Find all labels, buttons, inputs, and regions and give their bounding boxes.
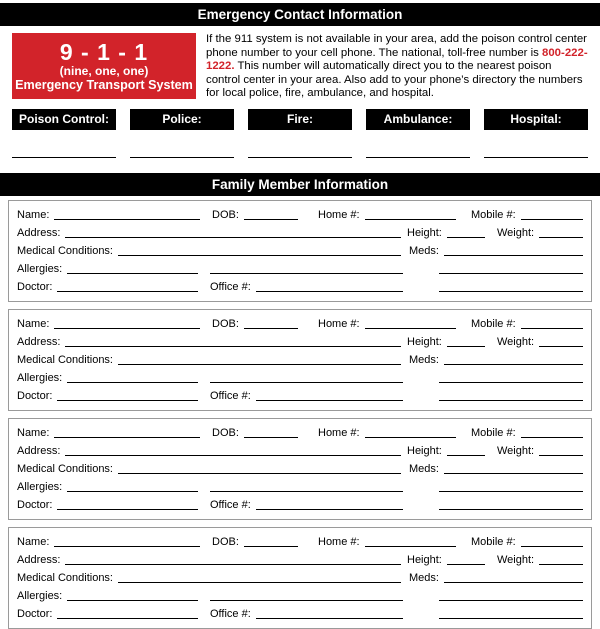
medical-conditions-meds-row [17,349,583,367]
meds-write-line[interactable] [444,364,583,365]
fire-write-line[interactable] [248,157,352,158]
office-number-write-line[interactable] [256,618,403,619]
name-label: Name: [17,317,50,330]
doctor-office-row [17,494,583,512]
address-write-line[interactable] [65,455,401,456]
medical-conditions-meds-row [17,240,583,258]
doctor-office-row [17,276,583,294]
doctor-write-line[interactable] [57,618,198,619]
meds-continued-write-line[interactable] [439,600,583,601]
dob-write-line[interactable] [244,546,298,547]
mobile-number-label: Mobile #: [471,317,516,330]
emergency-form-page [0,3,600,629]
height-write-line[interactable] [447,564,485,565]
police-write-line[interactable] [130,157,234,158]
mobile-number-write-line[interactable] [521,328,583,329]
allergies-continued-write-line[interactable] [210,491,403,492]
meds-continued-write-line[interactable] [439,491,583,492]
weight-write-line[interactable] [539,237,583,238]
office-number-label: Office #: [210,607,251,620]
home-number-write-line[interactable] [365,219,456,220]
weight-label: Weight: [497,553,535,566]
medical-conditions-label: Medical Conditions: [17,244,113,257]
weight-label: Weight: [497,226,535,239]
address-label: Address: [17,335,61,348]
allergies-row [17,258,583,276]
doctor-label: Doctor: [17,389,53,402]
doctor-office-row [17,603,583,621]
meds-continued-write-line-2[interactable] [439,291,583,292]
dob-write-line[interactable] [244,328,298,329]
medical-conditions-write-line[interactable] [118,364,401,365]
dob-label: DOB: [212,317,239,330]
family-member-header-bar [0,173,600,196]
allergies-write-line[interactable] [67,273,198,274]
weight-label: Weight: [497,335,535,348]
home-number-label: Home #: [318,426,360,439]
name-label: Name: [17,535,50,548]
height-write-line[interactable] [447,237,485,238]
office-number-label: Office #: [210,280,251,293]
intro-section [0,26,600,101]
meds-continued-write-line-2[interactable] [439,400,583,401]
address-write-line[interactable] [65,237,401,238]
ambulance-label: Ambulance: [366,109,470,130]
poison-control-write-line[interactable] [12,157,116,158]
home-number-label: Home #: [318,208,360,221]
office-number-label: Office #: [210,389,251,402]
doctor-label: Doctor: [17,280,53,293]
weight-label: Weight: [497,444,535,457]
name-write-line[interactable] [54,437,200,438]
name-write-line[interactable] [54,546,200,547]
family-section-title: Family Member Information [211,176,389,192]
emergency-contact-header-bar [0,3,600,26]
poison-control-label: Poison Control: [12,109,116,130]
dob-label: DOB: [212,535,239,548]
meds-label: Meds: [409,353,439,366]
allergies-continued-write-line[interactable] [210,600,403,601]
meds-label: Meds: [409,462,439,475]
address-write-line[interactable] [65,346,401,347]
address-label: Address: [17,553,61,566]
police-label: Police: [130,109,234,130]
height-label: Height: [407,335,442,348]
home-number-write-line[interactable] [365,546,456,547]
hospital-write-line[interactable] [484,157,588,158]
mobile-number-label: Mobile #: [471,208,516,221]
meds-continued-write-line[interactable] [439,382,583,383]
address-label: Address: [17,444,61,457]
family-members-list [0,196,600,629]
weight-write-line[interactable] [539,346,583,347]
meds-continued-write-line[interactable] [439,273,583,274]
office-number-write-line[interactable] [256,400,403,401]
name-label: Name: [17,426,50,439]
allergies-continued-write-line[interactable] [210,382,403,383]
name-dob-phone-row [17,313,583,331]
allergies-label: Allergies: [17,480,63,493]
allergies-label: Allergies: [17,371,63,384]
office-number-write-line[interactable] [256,291,403,292]
height-label: Height: [407,226,442,239]
allergies-row [17,367,583,385]
height-label: Height: [407,553,442,566]
office-number-write-line[interactable] [256,509,403,510]
fire-label: Fire: [248,109,352,130]
family-member-card [8,418,592,520]
home-number-write-line[interactable] [365,437,456,438]
dob-write-line[interactable] [244,437,298,438]
meds-write-line[interactable] [444,255,583,256]
name-dob-phone-row [17,531,583,549]
medical-conditions-write-line[interactable] [118,582,401,583]
mobile-number-label: Mobile #: [471,426,516,439]
meds-continued-write-line-2[interactable] [439,509,583,510]
name-dob-phone-row [17,422,583,440]
hospital-label: Hospital: [484,109,588,130]
medical-conditions-write-line[interactable] [118,473,401,474]
weight-write-line[interactable] [539,564,583,565]
allergies-label: Allergies: [17,589,63,602]
name-label: Name: [17,208,50,221]
allergies-write-line[interactable] [67,382,198,383]
address-height-weight-row [17,549,583,567]
address-label: Address: [17,226,61,239]
office-number-label: Office #: [210,498,251,511]
allergies-continued-write-line[interactable] [210,273,403,274]
name-write-line[interactable] [54,328,200,329]
doctor-write-line[interactable] [57,509,198,510]
address-height-weight-row [17,440,583,458]
home-number-write-line[interactable] [365,328,456,329]
intro-text-after: This number will automatically direct you to the nearest poison control center in your area. Also add to your phone’s directory the numbers for local police, fire, ambulance, and hospital. [206,60,583,100]
allergies-write-line[interactable] [67,491,198,492]
meds-write-line[interactable] [444,582,583,583]
dob-label: DOB: [212,208,239,221]
intro-text-before: If the 911 system is not available in your area, add the poison control center phone number to your cell phone. The national, toll-free number is [206,33,587,59]
doctor-label: Doctor: [17,607,53,620]
mobile-number-label: Mobile #: [471,535,516,548]
ambulance-write-line[interactable] [366,157,470,158]
allergies-row [17,476,583,494]
meds-label: Meds: [409,244,439,257]
meds-write-line[interactable] [444,473,583,474]
address-height-weight-row [17,331,583,349]
dob-write-line[interactable] [244,219,298,220]
meds-label: Meds: [409,571,439,584]
home-number-label: Home #: [318,535,360,548]
medical-conditions-meds-row [17,567,583,585]
meds-continued-write-line-2[interactable] [439,618,583,619]
medical-conditions-label: Medical Conditions: [17,462,113,475]
page-title: Emergency Contact Information [197,7,403,22]
height-label: Height: [407,444,442,457]
mobile-number-write-line[interactable] [521,219,583,220]
dob-label: DOB: [212,426,239,439]
name-dob-phone-row [17,204,583,222]
poison-control-phone-number: 800-222-1222. [206,46,588,73]
medical-conditions-meds-row [17,458,583,476]
911-number: 9 - 1 - 1 [59,38,149,65]
family-member-card [8,527,592,629]
allergies-write-line[interactable] [67,600,198,601]
height-write-line[interactable] [447,346,485,347]
medical-conditions-label: Medical Conditions: [17,353,113,366]
doctor-label: Doctor: [17,498,53,511]
family-member-card [8,309,592,411]
doctor-write-line[interactable] [57,291,198,292]
height-write-line[interactable] [447,455,485,456]
medical-conditions-write-line[interactable] [118,255,401,256]
contact-write-lines-row [12,157,588,158]
doctor-write-line[interactable] [57,400,198,401]
allergies-label: Allergies: [17,262,63,275]
allergies-row [17,585,583,603]
mobile-number-write-line[interactable] [521,437,583,438]
family-member-card [8,200,592,302]
911-badge [12,33,196,99]
intro-paragraph [206,33,588,101]
address-write-line[interactable] [65,564,401,565]
doctor-office-row [17,385,583,403]
contact-labels-row [12,109,588,130]
emergency-contacts-section [0,101,600,158]
911-spelled-out: (nine, one, one) [59,63,149,78]
mobile-number-write-line[interactable] [521,546,583,547]
address-height-weight-row [17,222,583,240]
medical-conditions-label: Medical Conditions: [17,571,113,584]
911-caption: Emergency Transport System [15,77,193,92]
name-write-line[interactable] [54,219,200,220]
weight-write-line[interactable] [539,455,583,456]
home-number-label: Home #: [318,317,360,330]
